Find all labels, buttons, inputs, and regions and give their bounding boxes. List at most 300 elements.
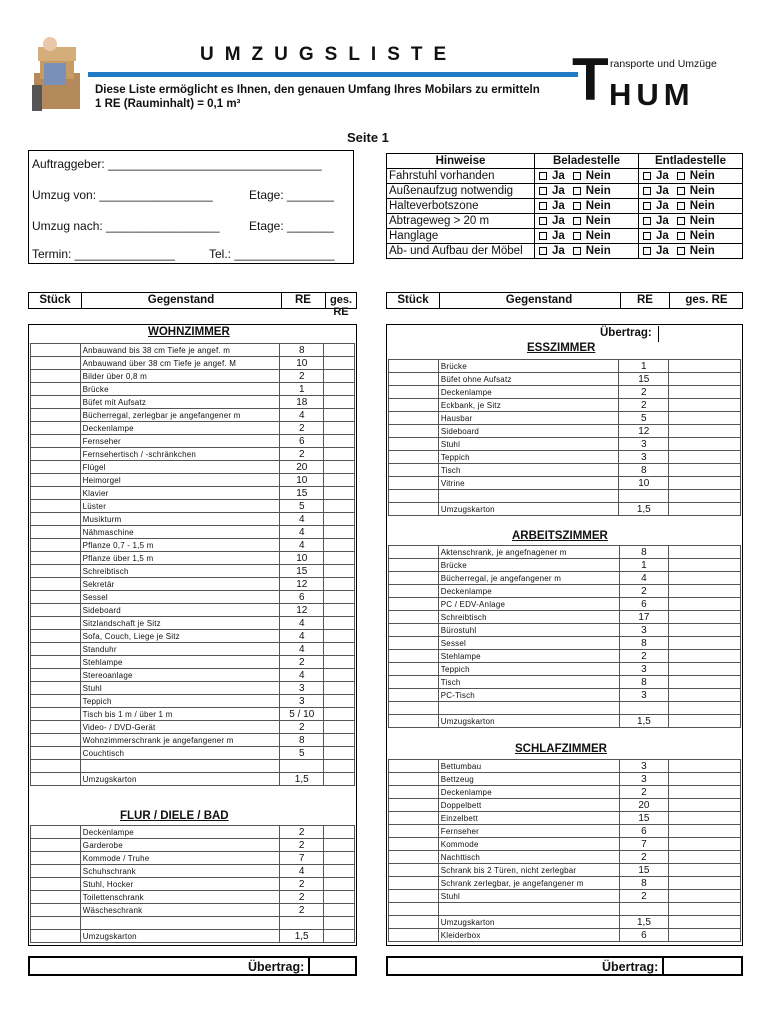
re-value: 8 bbox=[619, 877, 669, 890]
stueck-cell[interactable] bbox=[31, 669, 81, 682]
re-value: 6 bbox=[619, 825, 669, 838]
item-name: Deckenlampe bbox=[80, 826, 279, 839]
table-row bbox=[389, 464, 741, 477]
ges-re-cell[interactable] bbox=[669, 715, 741, 728]
stueck-cell[interactable] bbox=[31, 878, 81, 891]
table-row bbox=[31, 357, 355, 370]
re-value: 3 bbox=[619, 624, 669, 637]
re-value: 3 bbox=[619, 438, 669, 451]
item-name: Fernseher bbox=[80, 435, 280, 448]
stueck-cell[interactable] bbox=[31, 917, 81, 930]
stueck-cell[interactable] bbox=[31, 344, 81, 357]
ges-re-cell[interactable] bbox=[324, 357, 355, 370]
stueck-header: Stück bbox=[397, 294, 429, 306]
ja-checkbox[interactable] bbox=[539, 172, 547, 180]
table-row bbox=[31, 917, 355, 930]
re-value: 4 bbox=[280, 630, 324, 643]
nein-checkbox[interactable] bbox=[677, 202, 685, 210]
table-row bbox=[31, 383, 355, 396]
item-name: Deckenlampe bbox=[438, 585, 619, 598]
ges-re-cell[interactable] bbox=[669, 877, 741, 890]
ges-re-cell[interactable] bbox=[324, 487, 355, 500]
item-name: Aktenschrank, je angefnagener m bbox=[438, 546, 619, 559]
ges-re-cell[interactable] bbox=[669, 760, 741, 773]
ges-re-cell[interactable] bbox=[669, 825, 741, 838]
stueck-cell[interactable] bbox=[31, 513, 81, 526]
ja-checkbox[interactable] bbox=[539, 217, 547, 225]
stueck-cell[interactable] bbox=[389, 760, 439, 773]
title-underline bbox=[88, 72, 578, 77]
ges-re-cell[interactable] bbox=[669, 851, 741, 864]
item-name: Umzugskarton bbox=[438, 916, 619, 929]
ges-re-cell[interactable] bbox=[324, 539, 355, 552]
entladestelle-options bbox=[639, 169, 743, 184]
ges-re-cell[interactable] bbox=[669, 702, 741, 715]
ges-re-cell[interactable] bbox=[669, 559, 741, 572]
ges-re-cell[interactable] bbox=[669, 799, 741, 812]
stueck-cell[interactable] bbox=[31, 357, 81, 370]
stueck-cell[interactable] bbox=[31, 904, 81, 917]
ja-checkbox[interactable] bbox=[643, 202, 651, 210]
stueck-cell[interactable] bbox=[31, 708, 81, 721]
ges-re-cell[interactable] bbox=[669, 786, 741, 799]
stueck-cell[interactable] bbox=[31, 695, 81, 708]
hinweis-row bbox=[387, 214, 743, 229]
ges-re-cell[interactable] bbox=[324, 682, 355, 695]
re-value: 1,5 bbox=[619, 503, 669, 516]
ja-checkbox[interactable] bbox=[643, 172, 651, 180]
ges-re-cell[interactable] bbox=[324, 578, 355, 591]
stueck-cell[interactable] bbox=[31, 760, 81, 773]
stueck-cell[interactable] bbox=[31, 656, 81, 669]
stueck-cell[interactable] bbox=[389, 786, 439, 799]
table-row bbox=[389, 425, 741, 438]
table-row bbox=[389, 663, 741, 676]
ges-re-cell[interactable] bbox=[324, 734, 355, 747]
stueck-cell[interactable] bbox=[31, 539, 81, 552]
re-value: 1 bbox=[280, 383, 324, 396]
re-value: 5 bbox=[280, 500, 324, 513]
nein-label: Nein bbox=[585, 230, 611, 242]
ges-re-cell[interactable] bbox=[669, 412, 741, 425]
item-name: Bettzeug bbox=[438, 773, 619, 786]
ja-checkbox[interactable] bbox=[643, 187, 651, 195]
ges-re-cell[interactable] bbox=[669, 864, 741, 877]
etage-nach-field[interactable]: Etage: _______ bbox=[249, 219, 334, 233]
ges-re-cell[interactable] bbox=[669, 451, 741, 464]
nein-checkbox[interactable] bbox=[677, 172, 685, 180]
ges-re-cell[interactable] bbox=[669, 611, 741, 624]
re-value: 15 bbox=[280, 487, 324, 500]
re-value: 1,5 bbox=[619, 715, 669, 728]
stueck-cell[interactable] bbox=[389, 864, 439, 877]
item-name: Flügel bbox=[80, 461, 280, 474]
stueck-cell[interactable] bbox=[389, 689, 439, 702]
ges-re-cell[interactable] bbox=[324, 461, 355, 474]
stueck-cell[interactable] bbox=[31, 435, 81, 448]
re-value: 20 bbox=[280, 461, 324, 474]
re-value: 6 bbox=[280, 435, 324, 448]
nein-checkbox[interactable] bbox=[573, 187, 581, 195]
re-value bbox=[619, 702, 669, 715]
ges-re-cell[interactable] bbox=[324, 565, 355, 578]
stueck-cell[interactable] bbox=[31, 448, 81, 461]
stueck-cell[interactable] bbox=[389, 585, 439, 598]
item-name: Stuhl bbox=[438, 890, 619, 903]
ges-re-cell[interactable] bbox=[324, 917, 355, 930]
ges-re-cell[interactable] bbox=[669, 490, 741, 503]
right-ubertrag-row bbox=[386, 956, 743, 976]
item-name: Deckenlampe bbox=[438, 386, 619, 399]
ubertrag-top-value[interactable] bbox=[658, 326, 742, 342]
termin-field[interactable]: Termin: _______________ bbox=[32, 247, 175, 261]
ja-checkbox[interactable] bbox=[539, 232, 547, 240]
re-value: 8 bbox=[619, 637, 669, 650]
re-value: 3 bbox=[619, 760, 669, 773]
stueck-cell[interactable] bbox=[389, 663, 439, 676]
ges-re-cell[interactable] bbox=[669, 676, 741, 689]
ges-re-cell[interactable] bbox=[669, 503, 741, 516]
ges-re-cell[interactable] bbox=[669, 624, 741, 637]
item-name: Tisch bbox=[438, 676, 619, 689]
stueck-cell[interactable] bbox=[31, 591, 81, 604]
ges-re-cell[interactable] bbox=[324, 435, 355, 448]
ges-re-cell[interactable] bbox=[669, 598, 741, 611]
stueck-cell[interactable] bbox=[389, 851, 439, 864]
ges-re-cell[interactable] bbox=[324, 422, 355, 435]
ges-re-cell[interactable] bbox=[669, 637, 741, 650]
stueck-cell[interactable] bbox=[31, 370, 81, 383]
stueck-cell[interactable] bbox=[389, 702, 439, 715]
stueck-cell[interactable] bbox=[389, 838, 439, 851]
re-value: 4 bbox=[280, 865, 324, 878]
ja-checkbox[interactable] bbox=[539, 247, 547, 255]
stueck-cell[interactable] bbox=[389, 624, 439, 637]
re-value: 10 bbox=[280, 474, 324, 487]
ges-re-cell[interactable] bbox=[669, 360, 741, 373]
stueck-cell[interactable] bbox=[389, 890, 439, 903]
ges-re-cell[interactable] bbox=[324, 344, 355, 357]
stueck-cell[interactable] bbox=[389, 386, 439, 399]
ges-re-cell[interactable] bbox=[324, 669, 355, 682]
ges-re-cell[interactable] bbox=[324, 448, 355, 461]
nein-label: Nein bbox=[689, 170, 715, 182]
hinweis-label: Ab- und Aufbau der Möbel bbox=[387, 244, 535, 259]
stueck-cell[interactable] bbox=[389, 503, 439, 516]
nein-checkbox[interactable] bbox=[573, 172, 581, 180]
ja-label: Ja bbox=[552, 200, 565, 212]
ges-re-cell[interactable] bbox=[324, 409, 355, 422]
ges-re-cell[interactable] bbox=[324, 773, 355, 786]
table-row bbox=[389, 715, 741, 728]
ges-re-cell[interactable] bbox=[324, 747, 355, 760]
stueck-cell[interactable] bbox=[389, 373, 439, 386]
re-value: 10 bbox=[280, 357, 324, 370]
ges-re-header: ges. RE bbox=[685, 294, 728, 306]
ges-re-cell[interactable] bbox=[669, 438, 741, 451]
ges-re-cell[interactable] bbox=[324, 552, 355, 565]
stueck-cell[interactable] bbox=[31, 721, 81, 734]
stueck-cell[interactable] bbox=[31, 526, 81, 539]
item-name: Schuhschrank bbox=[80, 865, 279, 878]
nein-checkbox[interactable] bbox=[677, 187, 685, 195]
re-value: 4 bbox=[280, 526, 324, 539]
ges-re-cell[interactable] bbox=[324, 643, 355, 656]
ges-re-cell[interactable] bbox=[324, 617, 355, 630]
table-row bbox=[31, 669, 355, 682]
table-row bbox=[31, 852, 355, 865]
umzug-von-field[interactable]: Umzug von: _________________ bbox=[32, 188, 213, 202]
ges-re-cell[interactable] bbox=[324, 852, 355, 865]
left-column-header bbox=[28, 292, 357, 318]
re-value: 2 bbox=[619, 399, 669, 412]
re-value: 4 bbox=[280, 409, 324, 422]
stueck-cell[interactable] bbox=[31, 552, 81, 565]
ges-re-cell[interactable] bbox=[324, 396, 355, 409]
table-row bbox=[31, 474, 355, 487]
stueck-cell[interactable] bbox=[31, 682, 81, 695]
item-name: Stehlampe bbox=[438, 650, 619, 663]
stueck-cell[interactable] bbox=[31, 487, 81, 500]
table-row bbox=[31, 643, 355, 656]
stueck-cell[interactable] bbox=[389, 598, 439, 611]
ges-re-cell[interactable] bbox=[669, 773, 741, 786]
item-name: Umzugskarton bbox=[80, 773, 280, 786]
item-name bbox=[80, 917, 279, 930]
ges-re-cell[interactable] bbox=[324, 891, 355, 904]
company-logo bbox=[572, 46, 724, 116]
stueck-cell[interactable] bbox=[389, 451, 439, 464]
table-row bbox=[389, 490, 741, 503]
table-row bbox=[31, 656, 355, 669]
nein-checkbox[interactable] bbox=[573, 247, 581, 255]
nein-label: Nein bbox=[585, 215, 611, 227]
re-value: 10 bbox=[280, 552, 324, 565]
stueck-cell[interactable] bbox=[31, 826, 81, 839]
item-name: Sofa, Couch, Liege je Sitz bbox=[80, 630, 280, 643]
ges-re-cell[interactable] bbox=[669, 890, 741, 903]
stueck-cell[interactable] bbox=[389, 877, 439, 890]
stueck-cell[interactable] bbox=[389, 799, 439, 812]
table-row bbox=[389, 812, 741, 825]
stueck-cell[interactable] bbox=[389, 399, 439, 412]
table-row bbox=[389, 864, 741, 877]
stueck-cell[interactable] bbox=[31, 930, 81, 943]
stueck-cell[interactable] bbox=[389, 825, 439, 838]
stueck-cell[interactable] bbox=[31, 383, 81, 396]
ges-re-cell[interactable] bbox=[669, 916, 741, 929]
stueck-cell[interactable] bbox=[31, 396, 81, 409]
ges-re-cell[interactable] bbox=[324, 904, 355, 917]
item-name: Klavier bbox=[80, 487, 280, 500]
ges-re-cell[interactable] bbox=[324, 630, 355, 643]
ges-re-cell[interactable] bbox=[669, 399, 741, 412]
ges-re-cell[interactable] bbox=[669, 838, 741, 851]
table-row bbox=[31, 891, 355, 904]
item-name: Anbauwand über 38 cm Tiefe je angef. M bbox=[80, 357, 280, 370]
nein-checkbox[interactable] bbox=[677, 247, 685, 255]
stueck-cell[interactable] bbox=[389, 715, 439, 728]
left-ubertrag-row bbox=[28, 956, 357, 976]
ges-re-cell[interactable] bbox=[324, 370, 355, 383]
ges-re-cell[interactable] bbox=[324, 708, 355, 721]
tel-field[interactable]: Tel.: _______________ bbox=[209, 247, 335, 261]
re-value: 15 bbox=[619, 864, 669, 877]
stueck-cell[interactable] bbox=[389, 812, 439, 825]
stueck-cell[interactable] bbox=[389, 559, 439, 572]
ges-re-cell[interactable] bbox=[669, 464, 741, 477]
ges-re-cell[interactable] bbox=[324, 695, 355, 708]
table-row bbox=[31, 904, 355, 917]
stueck-cell[interactable] bbox=[31, 891, 81, 904]
stueck-cell[interactable] bbox=[31, 773, 81, 786]
stueck-cell[interactable] bbox=[389, 490, 439, 503]
ja-checkbox[interactable] bbox=[643, 217, 651, 225]
nein-label: Nein bbox=[585, 245, 611, 257]
stueck-cell[interactable] bbox=[31, 500, 81, 513]
stueck-cell[interactable] bbox=[31, 839, 81, 852]
stueck-cell[interactable] bbox=[31, 565, 81, 578]
stueck-cell[interactable] bbox=[389, 916, 439, 929]
ges-re-cell[interactable] bbox=[669, 812, 741, 825]
ja-label: Ja bbox=[656, 230, 669, 242]
stueck-cell[interactable] bbox=[31, 604, 81, 617]
ges-re-cell[interactable] bbox=[669, 689, 741, 702]
item-name: Sessel bbox=[80, 591, 280, 604]
ges-re-cell[interactable] bbox=[324, 865, 355, 878]
ges-re-cell[interactable] bbox=[324, 383, 355, 396]
stueck-cell[interactable] bbox=[31, 852, 81, 865]
stueck-cell[interactable] bbox=[389, 546, 439, 559]
ges-re-cell[interactable] bbox=[669, 903, 741, 916]
ges-re-cell[interactable] bbox=[324, 500, 355, 513]
nein-label: Nein bbox=[689, 215, 715, 227]
stueck-cell[interactable] bbox=[389, 903, 439, 916]
stueck-cell[interactable] bbox=[389, 425, 439, 438]
ges-re-cell[interactable] bbox=[324, 604, 355, 617]
item-name: Büfet ohne Aufsatz bbox=[438, 373, 619, 386]
stueck-cell[interactable] bbox=[31, 617, 81, 630]
stueck-cell[interactable] bbox=[389, 572, 439, 585]
ges-re-cell[interactable] bbox=[324, 721, 355, 734]
re-value: 4 bbox=[280, 513, 324, 526]
nein-checkbox[interactable] bbox=[573, 202, 581, 210]
ges-re-cell[interactable] bbox=[324, 591, 355, 604]
item-name: Sekretär bbox=[80, 578, 280, 591]
stueck-cell[interactable] bbox=[389, 929, 439, 942]
stueck-cell[interactable] bbox=[389, 773, 439, 786]
table-row bbox=[31, 513, 355, 526]
ges-re-cell[interactable] bbox=[324, 656, 355, 669]
ges-re-cell[interactable] bbox=[324, 526, 355, 539]
re-value: 6 bbox=[619, 929, 669, 942]
stueck-cell[interactable] bbox=[31, 409, 81, 422]
item-name: PC-Tisch bbox=[438, 689, 619, 702]
stueck-cell[interactable] bbox=[389, 650, 439, 663]
stueck-cell[interactable] bbox=[31, 422, 81, 435]
item-name: Pflanze 0,7 - 1,5 m bbox=[80, 539, 280, 552]
stueck-cell[interactable] bbox=[389, 464, 439, 477]
stueck-cell[interactable] bbox=[31, 630, 81, 643]
ges-re-cell[interactable] bbox=[669, 546, 741, 559]
ges-re-cell[interactable] bbox=[669, 386, 741, 399]
ges-re-cell[interactable] bbox=[324, 839, 355, 852]
table-row bbox=[31, 578, 355, 591]
ges-re-cell[interactable] bbox=[669, 425, 741, 438]
re-value: 2 bbox=[280, 370, 324, 383]
ges-re-cell[interactable] bbox=[669, 650, 741, 663]
right-ubertrag-label: Übertrag: bbox=[602, 960, 659, 974]
ges-re-cell[interactable] bbox=[669, 585, 741, 598]
item-name: Stuhl bbox=[438, 438, 619, 451]
stueck-cell[interactable] bbox=[389, 477, 439, 490]
beladestelle-options bbox=[535, 214, 639, 229]
item-name: Schreibtisch bbox=[438, 611, 619, 624]
ja-checkbox[interactable] bbox=[539, 187, 547, 195]
nein-checkbox[interactable] bbox=[677, 232, 685, 240]
nein-checkbox[interactable] bbox=[573, 217, 581, 225]
ges-re-cell[interactable] bbox=[324, 513, 355, 526]
stueck-cell[interactable] bbox=[389, 611, 439, 624]
item-name: Kleiderbox bbox=[438, 929, 619, 942]
ges-re-cell[interactable] bbox=[324, 930, 355, 943]
re-value: 2 bbox=[619, 851, 669, 864]
nein-checkbox[interactable] bbox=[677, 217, 685, 225]
item-name: Stuhl, Hocker bbox=[80, 878, 279, 891]
item-name: Sideboard bbox=[80, 604, 280, 617]
stueck-cell[interactable] bbox=[31, 734, 81, 747]
ges-re-cell[interactable] bbox=[669, 477, 741, 490]
hinweis-label: Abtrageweg > 20 m bbox=[387, 214, 535, 229]
ges-re-cell[interactable] bbox=[324, 826, 355, 839]
ges-re-cell[interactable] bbox=[324, 474, 355, 487]
ges-re-cell[interactable] bbox=[324, 760, 355, 773]
ubertrag-top-label: Übertrag: bbox=[600, 327, 652, 339]
table-row bbox=[389, 438, 741, 451]
etage-von-field[interactable]: Etage: _______ bbox=[249, 188, 334, 202]
stueck-cell[interactable] bbox=[31, 578, 81, 591]
table-row bbox=[389, 890, 741, 903]
stueck-cell[interactable] bbox=[31, 865, 81, 878]
stueck-cell[interactable] bbox=[389, 360, 439, 373]
nein-label: Nein bbox=[585, 185, 611, 197]
stueck-cell[interactable] bbox=[31, 747, 81, 760]
ges-re-cell[interactable] bbox=[324, 878, 355, 891]
re-header: RE bbox=[637, 294, 653, 306]
ges-re-cell[interactable] bbox=[669, 929, 741, 942]
stueck-cell[interactable] bbox=[31, 643, 81, 656]
ja-checkbox[interactable] bbox=[643, 232, 651, 240]
ja-checkbox[interactable] bbox=[643, 247, 651, 255]
ges-re-cell[interactable] bbox=[669, 572, 741, 585]
ja-label: Ja bbox=[552, 230, 565, 242]
ges-re-cell[interactable] bbox=[669, 373, 741, 386]
table-row bbox=[31, 773, 355, 786]
stueck-cell[interactable] bbox=[31, 474, 81, 487]
stueck-cell[interactable] bbox=[389, 676, 439, 689]
stueck-cell[interactable] bbox=[389, 412, 439, 425]
nein-checkbox[interactable] bbox=[573, 232, 581, 240]
auftraggeber-field[interactable]: Auftraggeber: ________________________________ bbox=[32, 157, 322, 171]
stueck-cell[interactable] bbox=[389, 637, 439, 650]
ja-checkbox[interactable] bbox=[539, 202, 547, 210]
stueck-cell[interactable] bbox=[31, 461, 81, 474]
stueck-cell[interactable] bbox=[389, 438, 439, 451]
table-row bbox=[31, 500, 355, 513]
schlafzimmer-title: SCHLAFZIMMER bbox=[515, 743, 607, 755]
ges-re-cell[interactable] bbox=[669, 663, 741, 676]
umzug-nach-field[interactable]: Umzug nach: _________________ bbox=[32, 219, 220, 233]
